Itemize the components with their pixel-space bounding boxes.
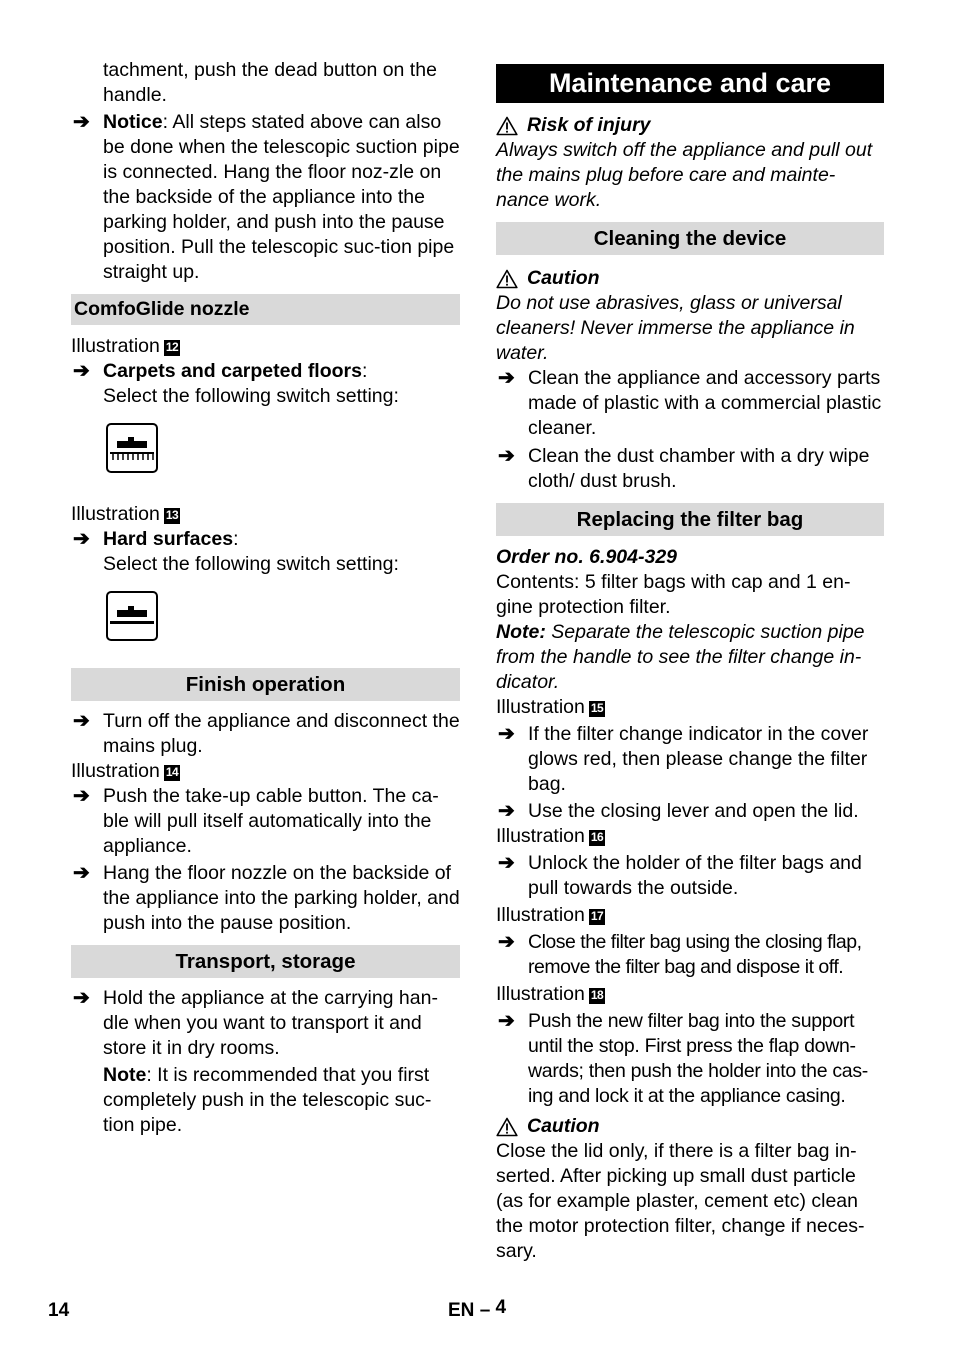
note-text: : It is recommended that you first completely push in the telescopic suc-tion pipe. [103,1064,432,1136]
unlock-holder-item [496,851,884,901]
illustration-label: Illustration [71,335,160,357]
comfoglide-heading: ComfoGlide nozzle [71,294,460,325]
clean-item [496,366,884,441]
open-lid-text: Use the closing lever and open the lid. [528,800,859,822]
notice-item [71,110,460,285]
arrow-icon: ➔ [73,785,90,807]
warning-triangle-icon [496,1117,518,1137]
caution-label: Caution [527,267,600,289]
filter-indicator-text: If the filter change indicator in the cover glows red, then please change the filter bag. [528,723,869,795]
illustration-label: Illustration [496,696,585,718]
arrow-icon: ➔ [498,1010,515,1032]
arrow-icon: ➔ [73,360,90,382]
continued-text: tachment, push the dead button on the handle. [103,59,437,106]
illustration-14 [71,759,460,784]
illustration-number: 15 [590,701,604,715]
illustration-label: Illustration [496,904,585,926]
filter-note [496,620,884,695]
risk-of-injury-warning [496,113,884,138]
clean-text: Clean the appliance and accessory parts made of plastic with a commercial plastic cleaner. [528,367,882,439]
caution-text: Close the lid only, if there is a filter bag in-serted. After picking up small dust particle (as for example plaster, cement etc) clean the motor protection filter, change if neces-sary. [496,1140,865,1262]
hard-switch-wrap [71,591,460,641]
illustration-label: Illustration [71,760,160,782]
note-label: Note [103,1064,147,1086]
finish-text: Turn off the appliance and disconnect the mains plug. [103,710,460,757]
arrow-icon: ➔ [498,852,515,874]
carpets-label: Carpets and carpeted floors [103,360,362,382]
hard-floor-switch-icon [106,591,158,641]
hang-nozzle-item [71,861,460,936]
replacing-filter-heading: Replacing the filter bag [496,503,884,536]
illustration-number: 12 [165,340,179,354]
note-text: Separate the telescopic suction pipe from the handle to see the filter change in-dicator. [496,621,865,693]
arrow-icon: ➔ [498,931,515,953]
illustration-number: 18 [590,988,604,1002]
carpet-switch-icon [106,423,158,473]
finish-item [71,709,460,759]
illustration-12 [71,334,460,359]
warning-triangle-icon [496,269,518,289]
caution-warning [496,1114,884,1139]
close-bag-item [496,930,884,980]
push-new-bag-text: Push the new filter bag into the support until the stop. First press the flap down-wards; then push the holder into the cas-ing and lock it at the appliance casing. [528,1010,868,1107]
illustration-label: Illustration [496,825,585,847]
footer-section-label [448,1298,506,1323]
close-bag-text: Close the filter bag using the closing flap, remove the filter bag and dispose it off. [528,931,862,978]
filter-indicator-item [496,722,884,797]
arrow-icon: ➔ [73,111,90,133]
footer-lang: EN [448,1300,475,1321]
order-number: Order no. 6.904-329 [496,546,678,568]
push-new-bag-item [496,1009,884,1109]
hold-item [71,986,460,1061]
notice-label: Notice [103,111,163,133]
illustration-18 [496,982,884,1007]
illustration-15 [496,695,884,720]
carpets-colon: : [361,360,368,382]
note-label: Note: [496,621,546,643]
caution-text: Do not use abrasives, glass or universal cleaners! Never immerse the appliance in water. [496,292,855,364]
caution-warning [496,266,884,291]
select-switch-text: Select the following switch setting: [103,553,399,575]
caution-label: Caution [527,1115,600,1137]
hold-text: Hold the appliance at the carrying han-dle when you want to transport it and store it in dry rooms. [103,987,438,1059]
risk-label: Risk of injury [527,114,651,136]
arrow-icon: ➔ [73,710,90,732]
illustration-number: 13 [165,508,179,522]
hard-surfaces-item [71,527,460,552]
maintenance-heading: Maintenance and care [496,64,884,103]
hard-colon: : [233,528,239,550]
left-column [71,58,460,1138]
arrow-icon: ➔ [498,367,515,389]
page-number: 14 [48,1300,70,1321]
notice-text: : All steps stated above can also be done when the telescopic suction pipe is connected. Hang the floor noz-zle on the backside of the appliance into the parking holder, and push into the pause position. Pull the telescopic suc-tion pipe straight up. [103,111,460,283]
illustration-16 [496,824,884,849]
carpets-item [71,359,460,384]
footer-sub-page: 4 [495,1297,507,1318]
arrow-icon: ➔ [498,723,515,745]
clean-item [496,444,884,494]
arrow-icon: ➔ [73,862,90,884]
arrow-icon: ➔ [73,987,90,1009]
cleaning-heading: Cleaning the device [496,222,884,255]
arrow-icon: ➔ [498,800,515,822]
illustration-number: 16 [590,830,604,844]
transport-note [71,1063,460,1138]
risk-text: Always switch off the appliance and pull out the mains plug before care and mainte-nance work. [496,139,873,211]
finish-operation-heading: Finish operation [71,668,460,701]
hard-label: Hard surfaces [103,528,234,550]
illustration-label: Illustration [496,983,585,1005]
illustration-13 [71,502,460,527]
contents-text: Contents: 5 filter bags with cap and 1 en-gine protection filter. [496,571,851,618]
hang-nozzle-text: Hang the floor nozzle on the backside of the appliance into the parking holder, and push into the pause position. [103,862,460,934]
unlock-holder-text: Unlock the holder of the filter bags and pull towards the outside. [528,852,862,899]
warning-triangle-icon [496,116,518,136]
clean-text: Clean the dust chamber with a dry wipe cloth/ dust brush. [528,445,870,492]
illustration-number: 17 [590,909,604,923]
arrow-icon: ➔ [73,528,90,550]
select-switch-text: Select the following switch setting: [103,385,399,407]
illustration-number: 14 [165,765,179,779]
open-lid-item [496,799,884,824]
arrow-icon: ➔ [498,445,515,467]
carpet-switch-wrap [71,423,460,473]
push-cable-text: Push the take-up cable button. The ca-ble will pull itself automatically into the appliance. [103,785,439,857]
illustration-label: Illustration [71,503,160,525]
transport-storage-heading: Transport, storage [71,945,460,978]
illustration-17 [496,903,884,928]
push-cable-item [71,784,460,859]
right-column [496,64,884,1264]
footer-dash: – [479,1300,491,1321]
